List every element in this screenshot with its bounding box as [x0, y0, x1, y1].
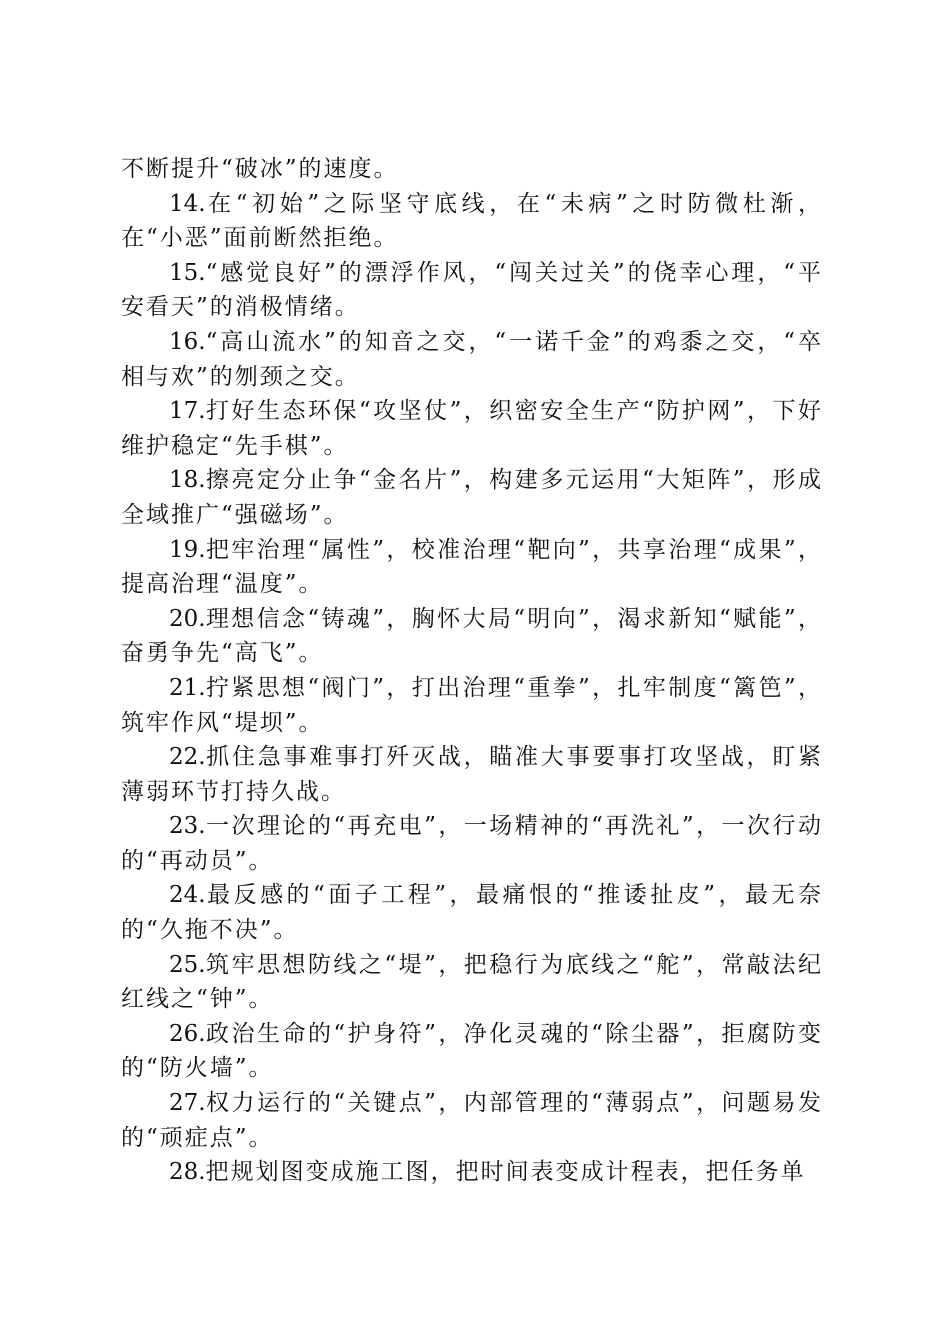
item-text: 擦亮定分止争“金名片”，构建多元运用“大矩阵”，形成全域推广“强磁场”。 — [121, 467, 823, 528]
item-number: 14. — [169, 190, 206, 217]
item-text: 权力运行的“关键点”，内部管理的“薄弱点”，问题易发的“顽症点”。 — [121, 1090, 823, 1151]
list-item — [121, 740, 823, 809]
list-item — [121, 602, 823, 671]
item-number: 25. — [169, 951, 206, 978]
list-item — [121, 948, 823, 1017]
item-number: 20. — [169, 605, 206, 632]
item-text: 筑牢思想防线之“堤”，把稳行为底线之“舵”，常敲法纪红线之“钟”。 — [121, 951, 823, 1013]
item-text: 在“初始”之际坚守底线，在“未病”之时防微杜渐，在“小恶”面前断然拒绝。 — [121, 190, 823, 252]
list-item — [121, 187, 823, 256]
list-item — [121, 809, 823, 878]
item-text: 最反感的“面子工程”，最痛恨的“推诿扯皮”，最无奈的“久拖不决”。 — [121, 882, 823, 944]
item-text: “感觉良好”的漂浮作风，“闯关过关”的侥幸心理，“平安看天”的消极情绪。 — [121, 259, 823, 321]
list-item — [121, 1155, 823, 1190]
list-item — [121, 256, 823, 325]
item-number: 18. — [169, 467, 206, 494]
item-text: 把规划图变成施工图，把时间表变成计程表，把任务单 — [205, 1159, 806, 1186]
item-text: 把牢治理“属性”，校准治理“靶向”，共享治理“成果”，提高治理“温度”。 — [121, 536, 823, 598]
item-text: 政治生命的“护身符”，净化灵魂的“除尘器”，拒腐防变的“防火墙”。 — [121, 1020, 823, 1082]
item-number: 19. — [169, 536, 206, 563]
list-item — [121, 671, 823, 740]
item-number: 23. — [169, 813, 206, 840]
item-text: 抓住急事难事打歼灭战，瞄准大事要事打攻坚战，盯紧薄弱环节打持久战。 — [121, 744, 823, 805]
list-item — [121, 394, 823, 463]
list-item — [121, 463, 823, 532]
item-number: 21. — [169, 674, 206, 701]
item-number: 17. — [169, 398, 206, 425]
item-number: 26. — [169, 1020, 206, 1047]
item-text: 理想信念“铸魂”，胸怀大局“明向”，渴求新知“赋能”，奋勇争先“高飞”。 — [121, 605, 823, 667]
item-text: 一次理论的“再充电”，一场精神的“再洗礼”，一次行动的“再动员”。 — [121, 813, 823, 874]
item-number: 16. — [169, 328, 206, 355]
item-text: 打好生态环保“攻坚仗”，织密安全生产“防护网”，下好维护稳定“先手棋”。 — [121, 398, 823, 459]
document-body — [121, 152, 823, 1190]
item-number: 28. — [169, 1159, 206, 1186]
list-item — [121, 1017, 823, 1086]
item-text: 拧紧思想“阀门”，打出治理“重拳”，扎牢制度“篱笆”，筑牢作风“堤坝”。 — [121, 674, 823, 736]
item-number: 27. — [169, 1090, 206, 1117]
item-text: “高山流水”的知音之交，“一诺千金”的鸡黍之交，“卒相与欢”的刎颈之交。 — [121, 328, 823, 390]
continuation-paragraph: 不断提升“破冰”的速度。 — [121, 156, 399, 182]
item-number: 22. — [169, 744, 206, 771]
list-item — [121, 878, 823, 947]
list-item — [121, 325, 823, 394]
list-item — [121, 1086, 823, 1155]
item-number: 24. — [169, 882, 206, 909]
item-number: 15. — [169, 259, 206, 286]
list-item — [121, 533, 823, 602]
